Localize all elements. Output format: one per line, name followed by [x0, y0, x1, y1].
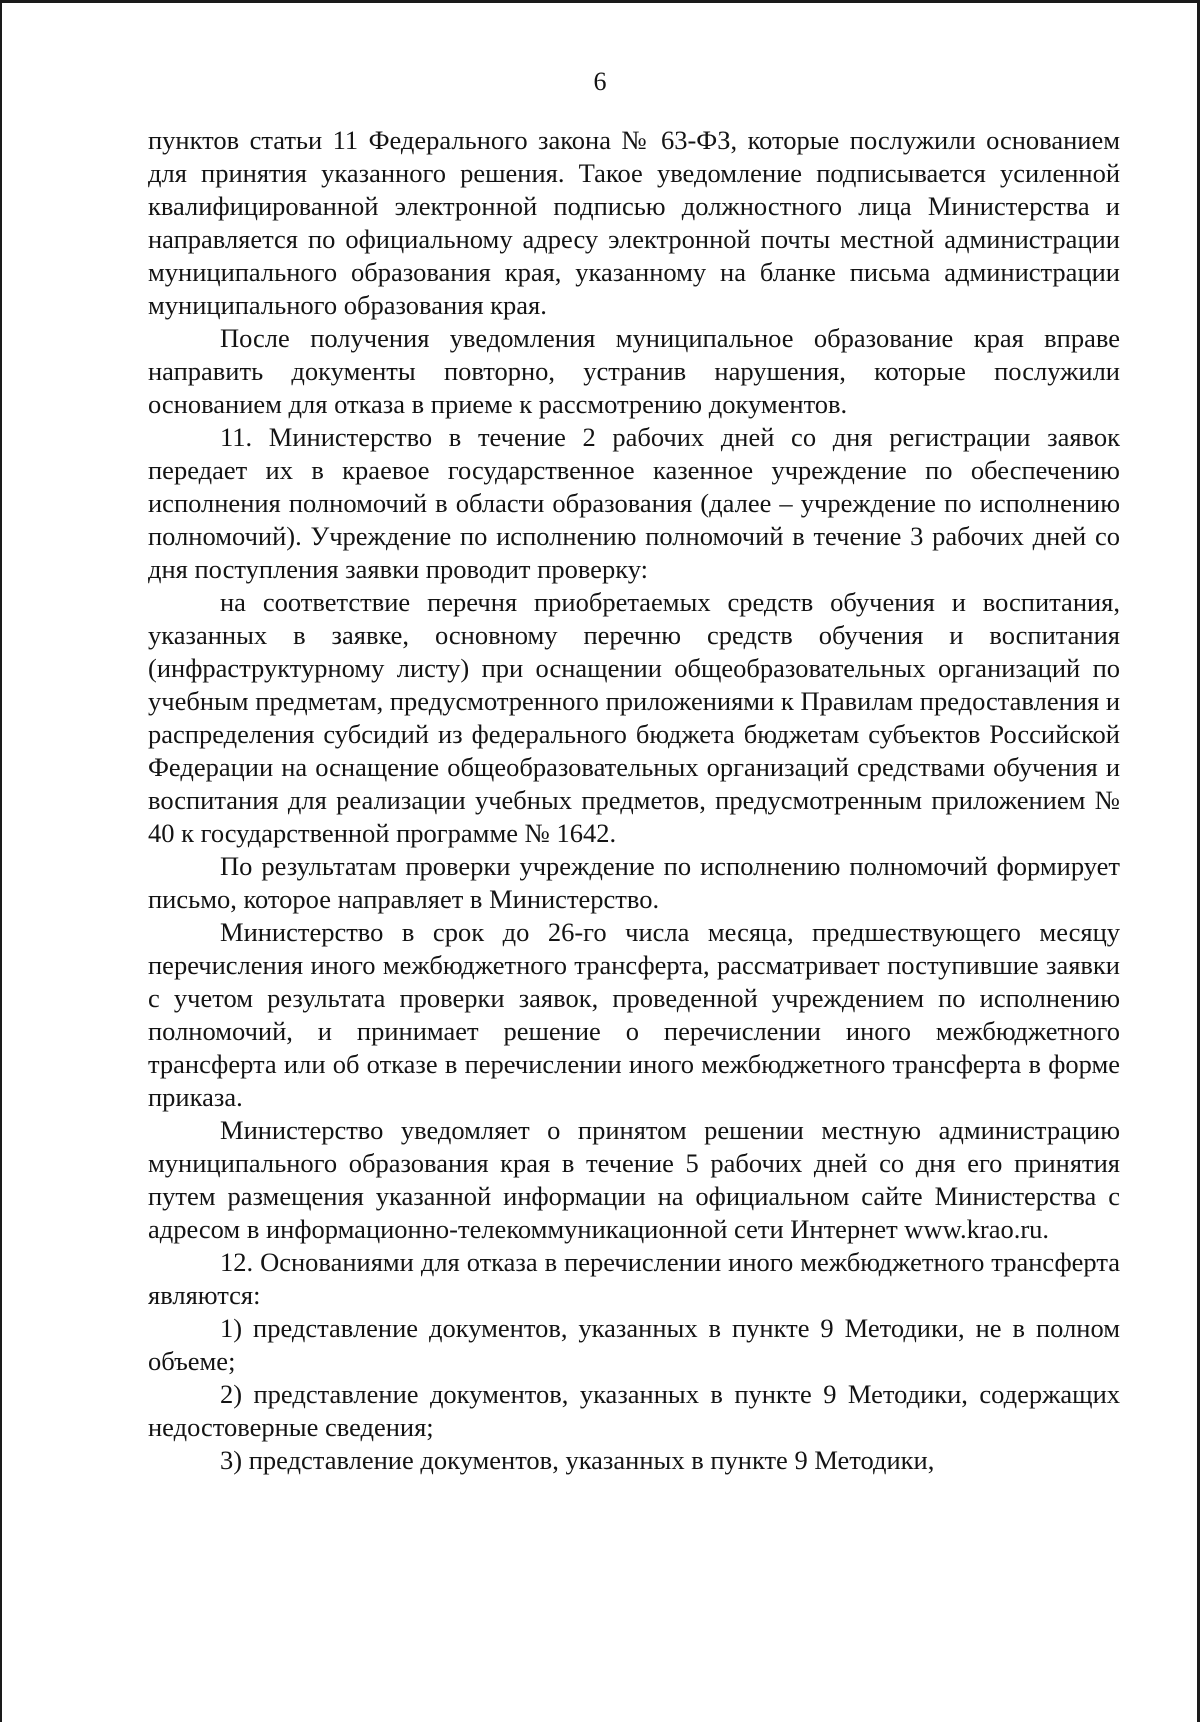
paragraph-notification: Министерство уведомляет о принятом решении местную администрацию муниципального образования края в течение 5 рабочих дней со дня его принятия путем размещения указанной информации на официальном сайте Министерства с адресом в информационно-телекоммуникационной сети Интернет www.krao.ru.: [148, 1115, 1120, 1244]
paragraph-continuation: пунктов статьи 11 Федерального закона № 63-ФЗ, которые послужили основанием для принятия указанного решения. Такое уведомление подписывается усиленной квалифицированной электронной подписью должностного лица Министерства и направляется по официальному адресу электронной почты местной администрации муниципального образования края, указанному на бланке письма администрации муниципального образования края.: [148, 125, 1120, 320]
list-item-3: 3) представление документов, указанных в пункте 9 Методики,: [220, 1445, 935, 1475]
paragraph-compliance-check: на соответствие перечня приобретаемых средств обучения и воспитания, указанных в заявке, основному перечню средств обучения и воспитания (инфраструктурному листу) при оснащении общеобразовательных организаций по учебным предметам, предусмотренного приложениями к Правилам предоставления и распределения субсидий из федерального бюджета бюджетам субъектов Российской Федерации на оснащение общеобразовательных организаций средствами обучения и воспитания для реализации учебных предметов, предусмотренным приложением № 40 к государственной программе № 1642.: [148, 587, 1120, 848]
list-item-1: 1) представление документов, указанных в пункте 9 Методики, не в полном объеме;: [148, 1313, 1120, 1376]
paragraph-item-11: 11. Министерство в течение 2 рабочих дней со дня регистрации заявок передает их в краевое государственное казенное учреждение по обеспечению исполнения полномочий в области образования (далее – учреждение по исполнению полномочий). Учреждение по исполнению полномочий в течение 3 рабочих дней со дня поступления заявки проводит проверку:: [148, 422, 1120, 584]
paragraph-ministry-review: Министерство в срок до 26-го числа месяца, предшествующего месяцу перечисления иного межбюджетного трансферта, рассматривает поступившие заявки с учетом результата проверки заявок, проведенной учреждением по исполнению полномочий, и принимает решение о перечислении иного межбюджетного трансферта или об отказе в перечислении иного межбюджетного трансферта в форме приказа.: [148, 917, 1120, 1112]
page-number: 6: [593, 67, 607, 96]
list-item-2: 2) представление документов, указанных в пункте 9 Методики, содержащих недостоверные сведения;: [148, 1379, 1120, 1442]
paragraph-check-results: По результатам проверки учреждение по исполнению полномочий формирует письмо, которое направляет в Министерство.: [148, 851, 1120, 914]
document-body: [148, 124, 1120, 1477]
paragraph-resubmission: После получения уведомления муниципальное образование края вправе направить документы повторно, устранив нарушения, которые послужили основанием для отказа в приеме к рассмотрению документов.: [148, 323, 1120, 419]
paragraph-item-12: 12. Основаниями для отказа в перечислении иного межбюджетного трансферта являются:: [148, 1247, 1120, 1310]
